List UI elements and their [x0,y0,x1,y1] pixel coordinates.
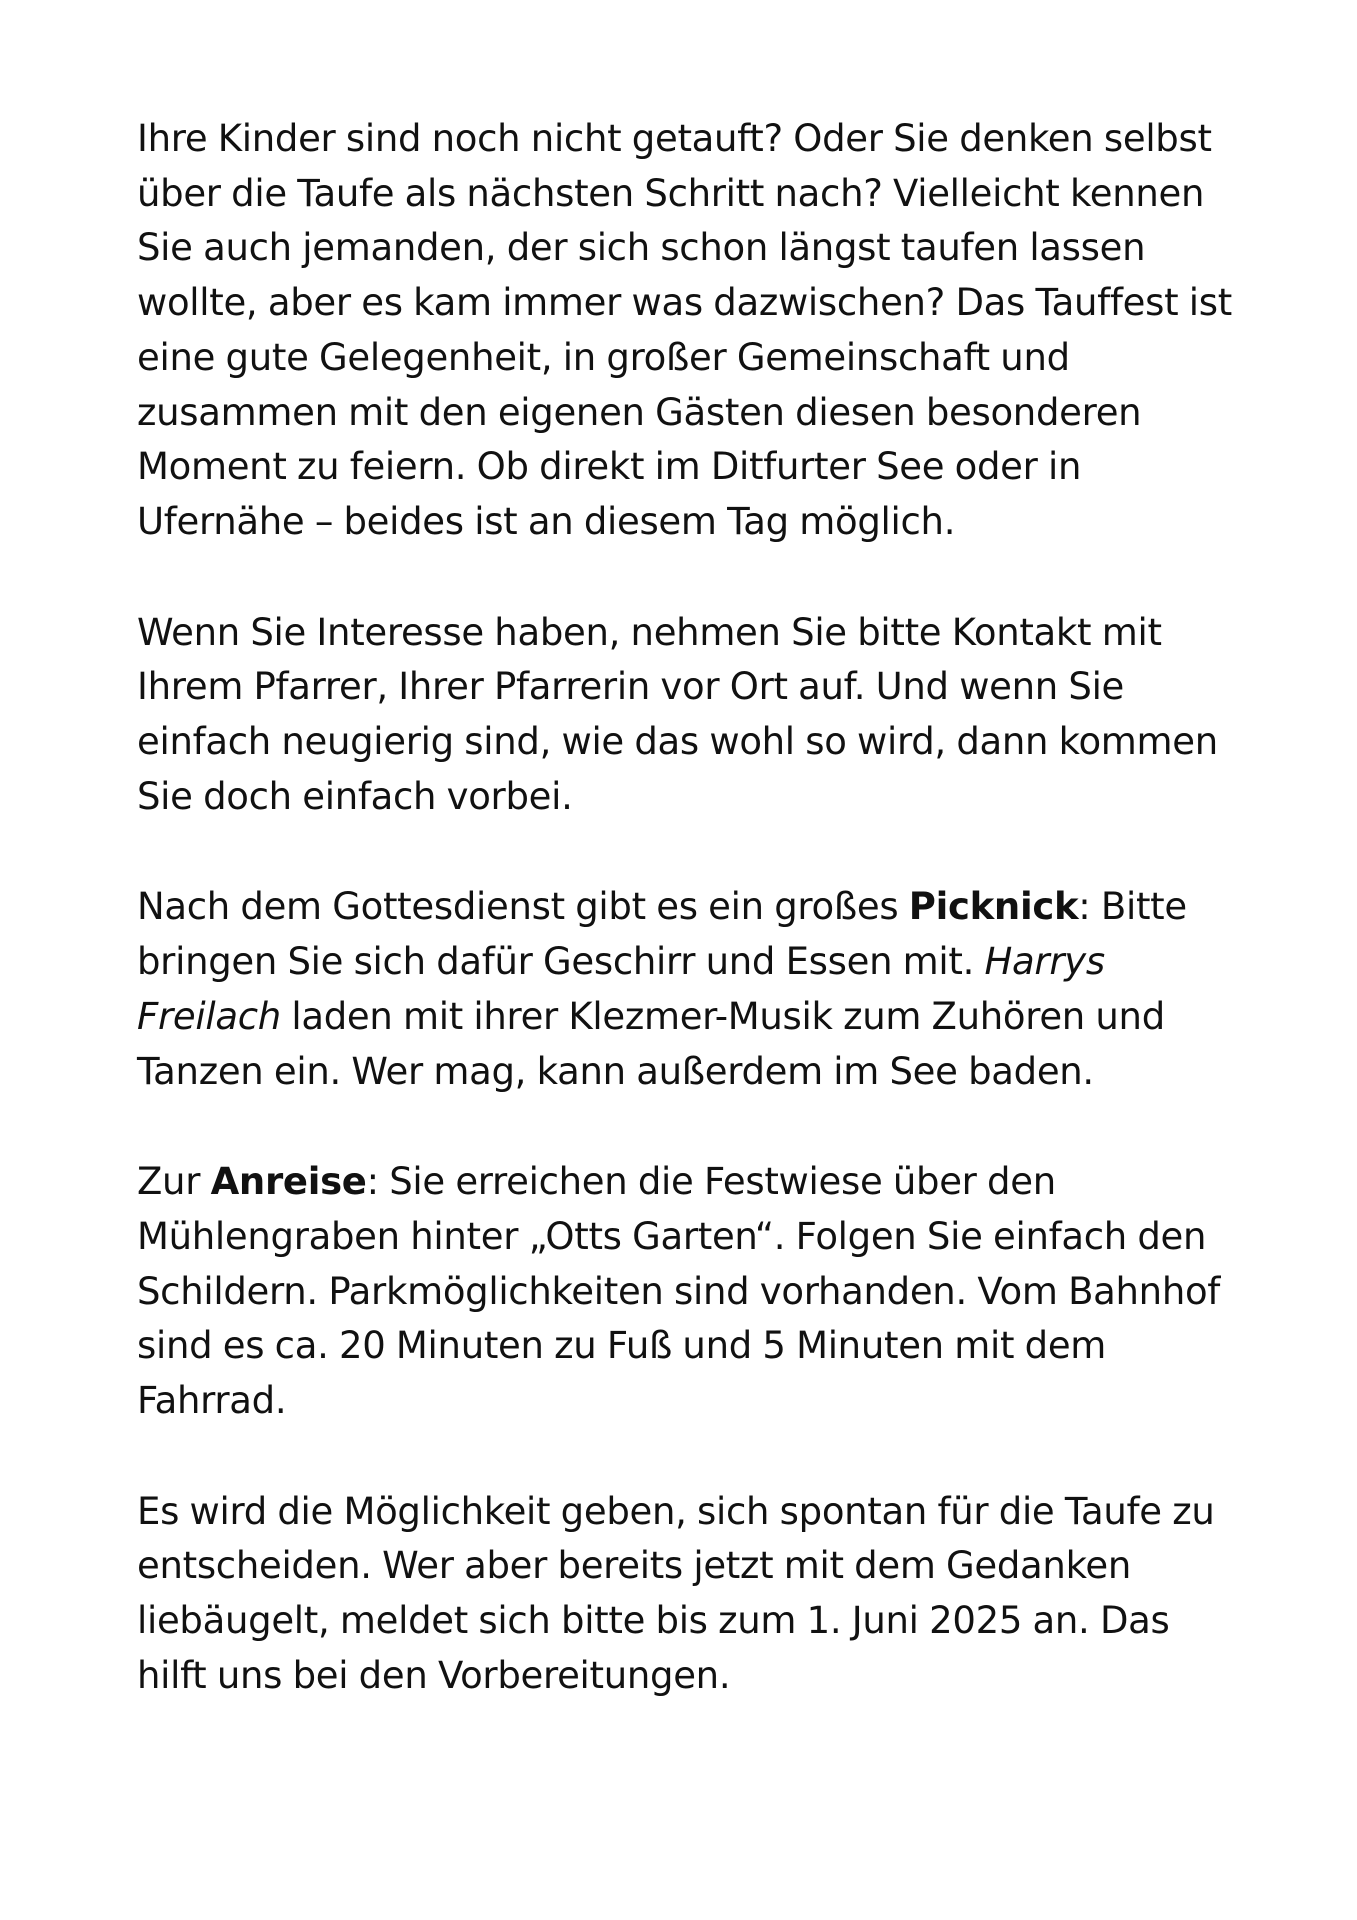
arrival-bold: Anreise [210,1160,367,1204]
paragraph-baptism-invitation: Ihre Kinder sind noch nicht getauft? Oder Sie denken selbst über die Taufe als nächsten Schritt nach? Vielleicht kennen Sie auch jemanden, der sich schon längst taufen lassen wollte, aber es kam immer was dazwischen? Das Tauffest ist eine gute Gelegenheit, in großer Gemeinschaft und zusammen mit den eigenen Gästen diesen besonderen Moment zu feiern. Ob direkt im Ditfurter See oder in Ufernähe – beides ist an diesem Tag möglich. [137,117,1232,543]
paragraph-arrival [137,1155,1247,1429]
arrival-text-2: : Sie erreichen die Festwiese über den Mühlengraben hinter „Otts Garten“. Folgen Sie einfach den Schildern. Parkmöglichkeiten sind vorhanden. Vom Bahnhof sind es ca. 20 Minuten zu Fuß und 5 Minuten mit dem Fahrrad. [137,1160,1221,1423]
picnic-text-2: : Bitte bringen Sie sich dafür Geschirr und Essen mit. [137,885,1187,984]
document-page [137,112,1247,1760]
paragraph-picnic [137,880,1247,1099]
picnic-bold: Picknick [908,885,1079,929]
band-name-italic: Harrys Freilach [137,940,1105,1038]
arrival-text-1: Zur [137,1160,211,1204]
picnic-text-3: laden mit ihrer Klezmer-Musik zum Zuhören und Tanzen ein. Wer mag, kann außerdem im See baden. [137,994,1165,1093]
picnic-text-1: Nach dem Gottesdienst gibt es ein großes [137,885,909,929]
paragraph-registration: Es wird die Möglichkeit geben, sich spontan für die Taufe zu entscheiden. Wer aber bereits jetzt mit dem Gedanken liebäugelt, meldet sich bitte bis zum 1. Juni 2025 an. Das hilft uns bei den Vorbereitungen. [137,1489,1215,1697]
paragraph-contact: Wenn Sie Interesse haben, nehmen Sie bitte Kontakt mit Ihrem Pfarrer, Ihrer Pfarrerin vor Ort auf. Und wenn Sie einfach neugierig sind, wie das wohl so wird, dann kommen Sie doch einfach vorbei. [137,610,1218,818]
